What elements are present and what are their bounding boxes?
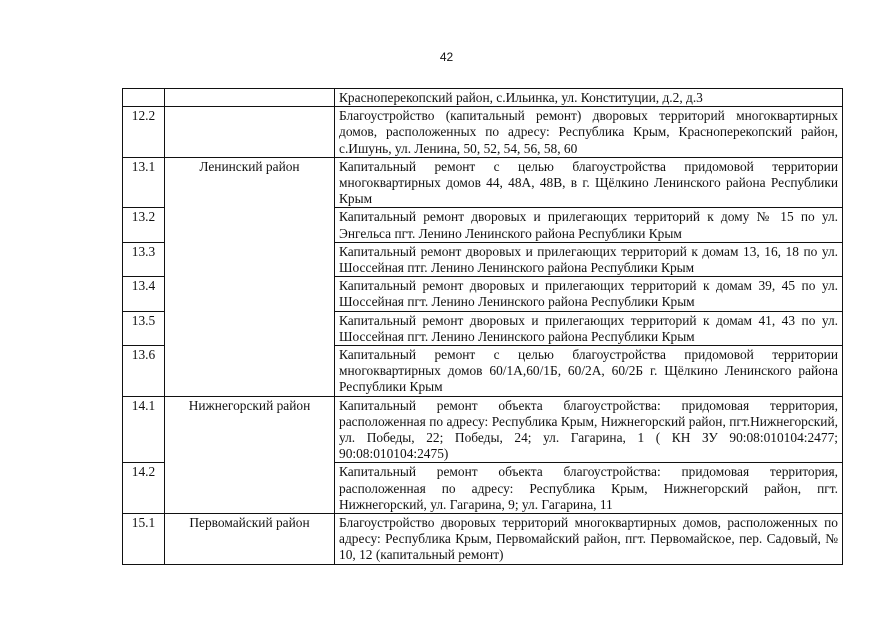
district-name: Первомайский район [165,514,335,565]
district-name [165,89,335,107]
row-number [123,89,165,107]
page-number: 42 [439,50,454,64]
work-description: Благоустройство дворовых территорий многоквартирных домов, расположенных по адресу: Республика Крым, Первомайский район, пгт. Первомайское, пер. Садовый, № 10, 12 (капитальный ремонт) [335,514,843,565]
row-number: 13.1 [123,157,165,208]
row-number: 14.2 [123,463,165,514]
work-description: Капитальный ремонт объекта благоустройства: придомовая территория, расположенная по адресу: Республика Крым, Нижнегорский район, пгт. Нижнегорский, ул. Гагарина, 9; ул. Гагарина, 11 [335,463,843,514]
row-number: 15.1 [123,514,165,565]
work-description: Капитальный ремонт объекта благоустройства: придомовая территория, расположенная по адресу: Республика Крым, Нижнегорский район, пгт.Нижнегорский, ул. Победы, 22; Победы, 24; ул. Гагарина, 1 ( КН ЗУ 90:08:010104:2477; 90:08:010104:2475) [335,396,843,463]
work-description: Капитальный ремонт с целью благоустройства придомовой территории многоквартирных домов 44, 48А, 48В, в г. Щёлкино Ленинского района Республики Крым [335,157,843,208]
work-description: Капитальный ремонт с целью благоустройства придомовой территории многоквартирных домов 60/1А,60/1Б, 60/2А, 60/2Б г. Щёлкино Ленинского района Республики Крым [335,346,843,397]
table-row [123,157,843,208]
work-description: Капитальный ремонт дворовых и прилегающих территорий к домам 39, 45 по ул. Шоссейная пгт. Ленино Ленинского района Республики Крым [335,277,843,311]
row-number: 13.3 [123,242,165,276]
district-name: Ленинский район [165,157,335,396]
row-number: 13.6 [123,346,165,397]
row-number: 12.2 [123,107,165,158]
row-number: 14.1 [123,396,165,463]
works-table [122,88,843,565]
row-number: 13.5 [123,311,165,345]
work-description: Красноперекопский район, с.Ильинка, ул. Конституции, д.2, д.3 [335,89,843,107]
district-name [165,107,335,158]
district-name: Нижнегорский район [165,396,335,513]
row-number: 13.4 [123,277,165,311]
work-description: Капитальный ремонт дворовых и прилегающих территорий к домам 13, 16, 18 по ул. Шоссейная птг. Ленино Ленинского района Республики Крым [335,242,843,276]
row-number: 13.2 [123,208,165,242]
table-row [123,107,843,158]
work-description: Капитальный ремонт дворовых и прилегающих территорий к домам 41, 43 по ул. Шоссейная пгт. Ленино Ленинского района Республики Крым [335,311,843,345]
work-description: Благоустройство (капитальный ремонт) дворовых территорий многоквартирных домов, расположенных по адресу: Республика Крым, Красноперекопский район, с.Ишунь, ул. Ленина, 50, 52, 54, 56, 58, 60 [335,107,843,158]
table-row [123,89,843,107]
table-row [123,396,843,463]
work-description: Капитальный ремонт дворовых и прилегающих территорий к дому № 15 по ул. Энгельса пгт. Ленино Ленинского района Республики Крым [335,208,843,242]
table-row [123,514,843,565]
